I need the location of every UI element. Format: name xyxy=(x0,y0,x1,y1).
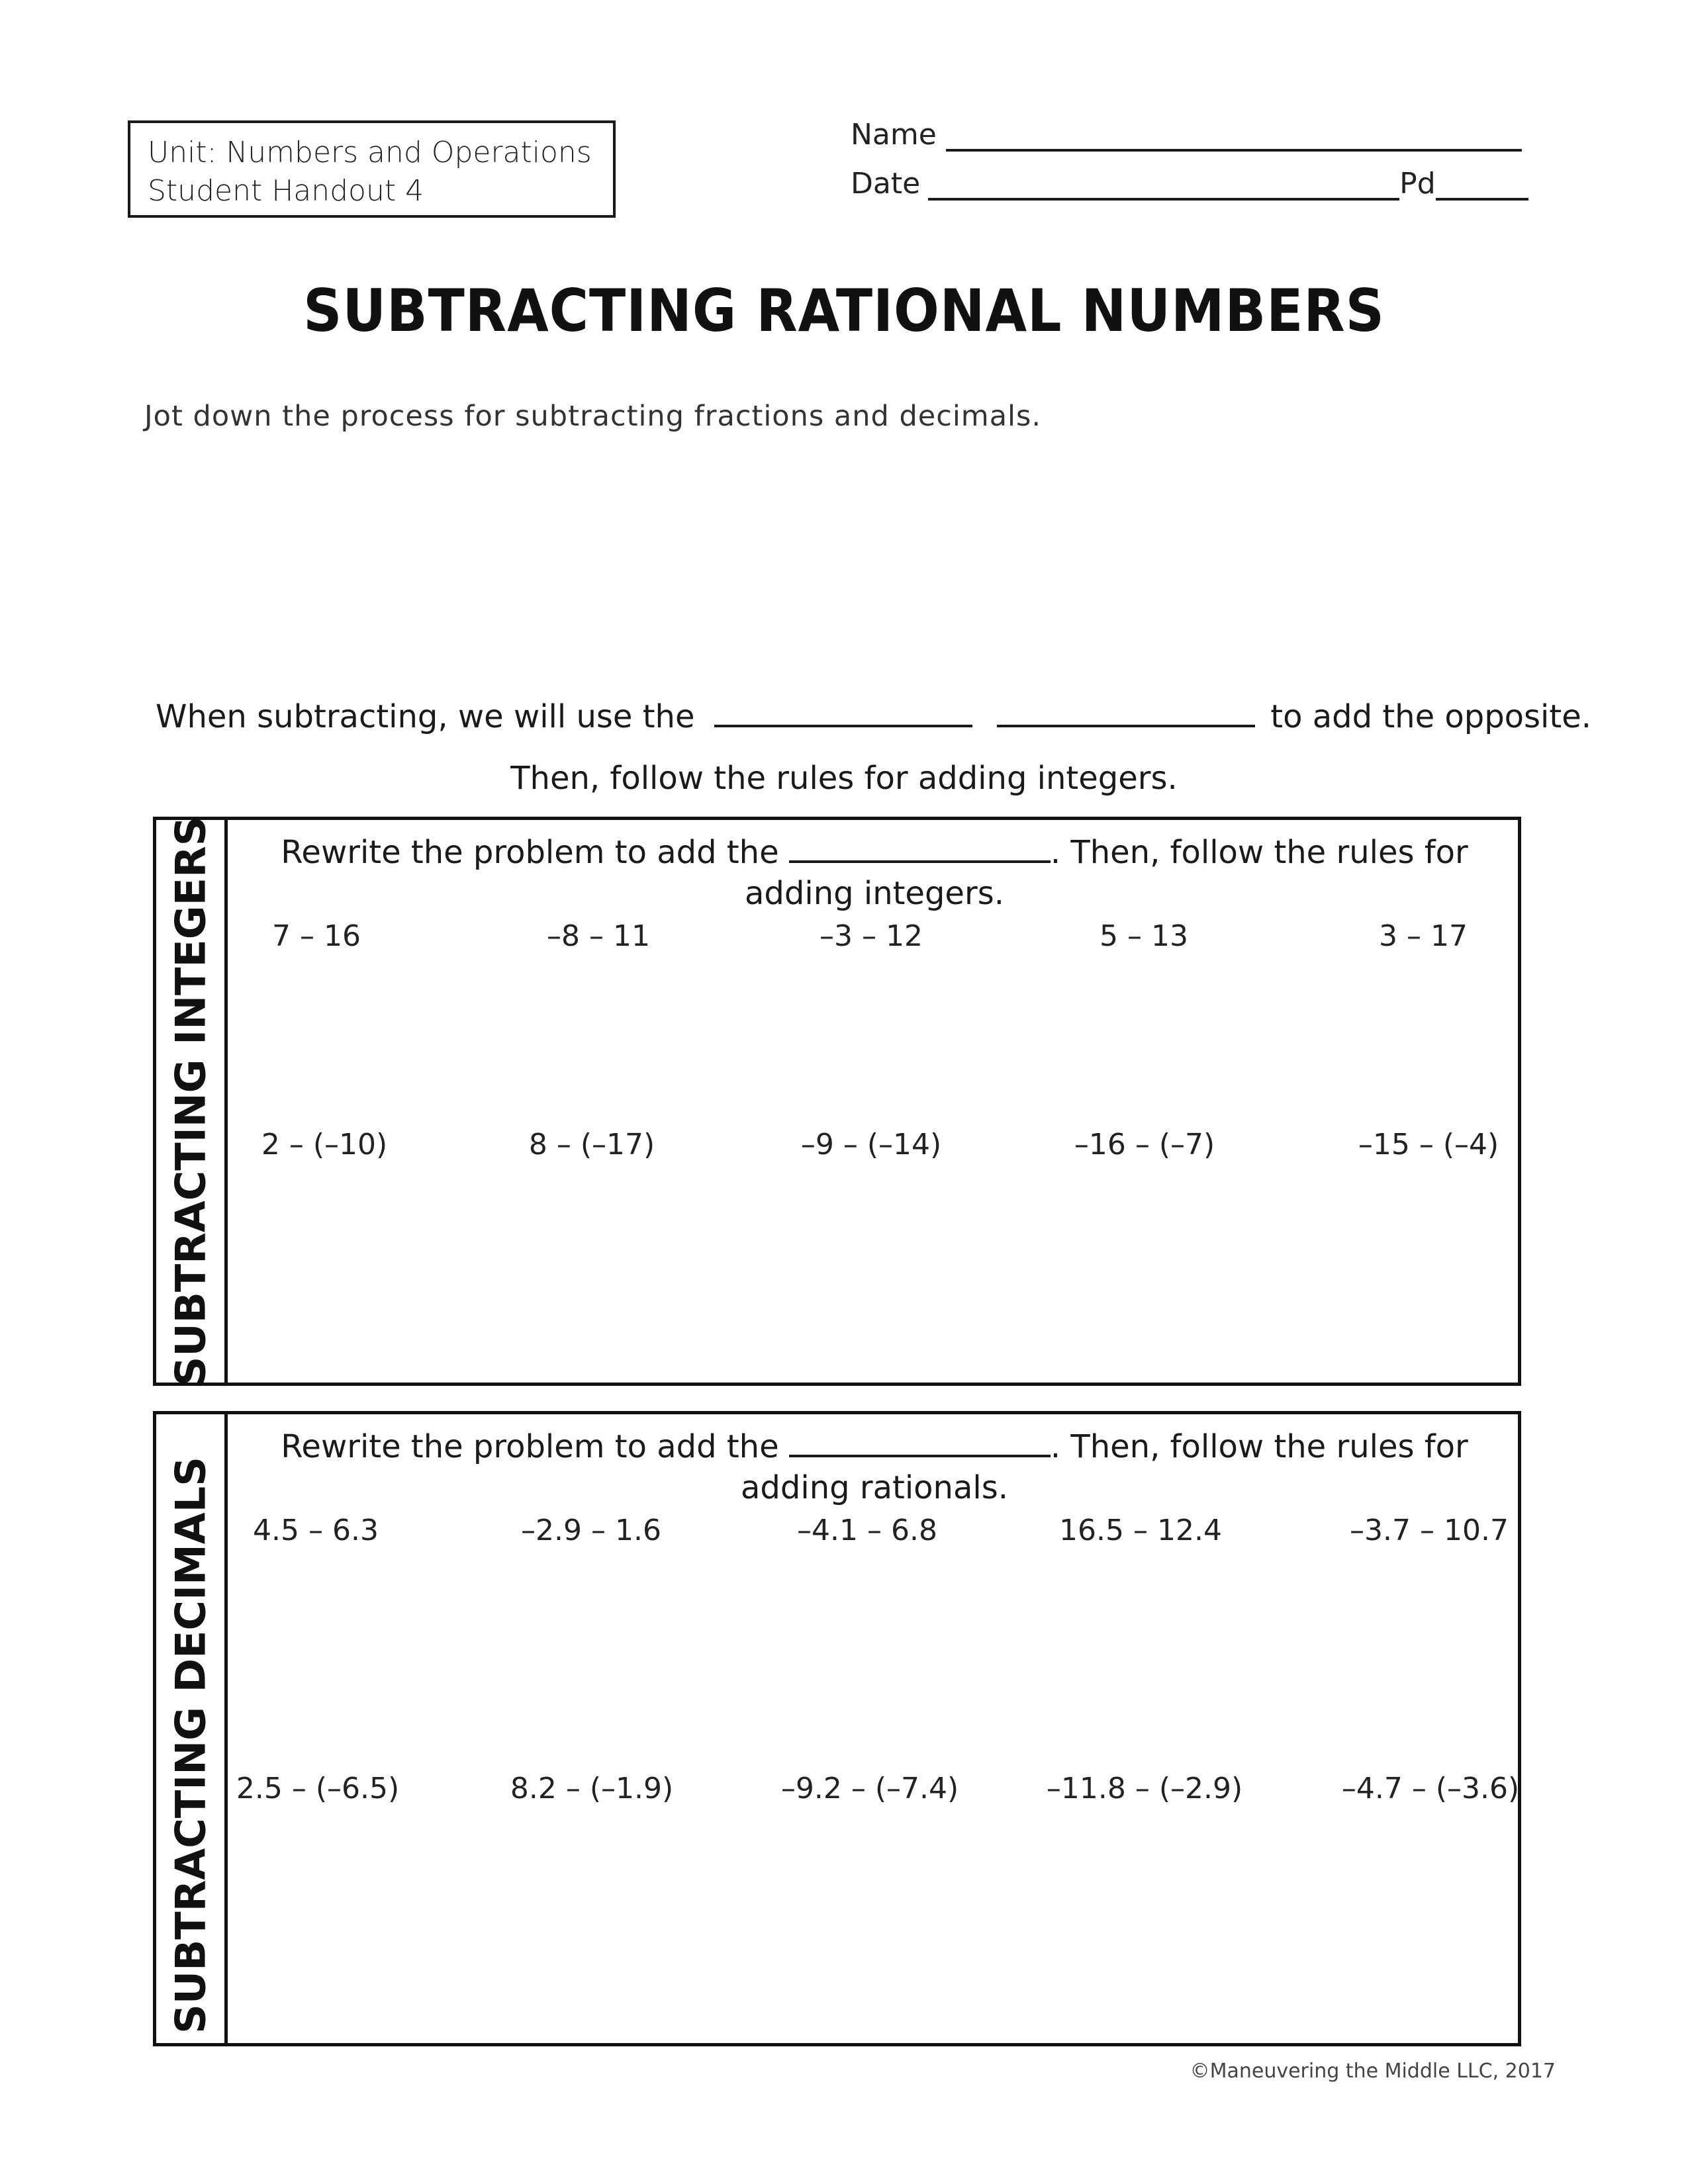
rule-blank-2[interactable] xyxy=(997,701,1255,727)
problem: –9 – (–14) xyxy=(800,1128,942,1161)
problem: 3 – 17 xyxy=(1379,919,1468,953)
integers-instructions xyxy=(228,832,1521,914)
problem: 8.2 – (–1.9) xyxy=(510,1772,674,1805)
decimals-instr-blank[interactable] xyxy=(789,1430,1051,1457)
rule-part2: to add the opposite. xyxy=(1270,698,1591,735)
copyright-footer: ©Maneuvering the Middle LLC, 2017 xyxy=(1190,2060,1556,2083)
problem: 2 – (–10) xyxy=(261,1128,388,1161)
problem: –4.1 – 6.8 xyxy=(797,1514,937,1547)
integers-panel xyxy=(153,817,1521,1386)
problem: –11.8 – (–2.9) xyxy=(1046,1772,1243,1805)
problem: –16 – (–7) xyxy=(1074,1128,1215,1161)
process-prompt: Jot down the process for subtracting fractions and decimals. xyxy=(144,400,1042,433)
decimals-instr-before: Rewrite the problem to add the xyxy=(281,1428,779,1465)
problem: –3 – 12 xyxy=(820,919,923,953)
problem: –2.9 – 1.6 xyxy=(521,1514,661,1547)
decimals-instr-line2: adding rationals. xyxy=(741,1469,1008,1506)
name-blank[interactable] xyxy=(946,122,1522,152)
unit-label: Unit: Numbers and Operations xyxy=(148,136,592,169)
rule-sentence xyxy=(156,698,1591,735)
problem: 4.5 – 6.3 xyxy=(253,1514,379,1547)
problem: –9.2 – (–7.4) xyxy=(780,1772,959,1805)
integers-instr-after: . Then, follow the rules for xyxy=(1050,834,1468,871)
problem: 8 – (–17) xyxy=(528,1128,655,1161)
date-blank[interactable] xyxy=(928,171,1399,201)
integers-instr-blank[interactable] xyxy=(789,835,1051,863)
date-label: Date xyxy=(851,167,921,201)
problem: 2.5 – (–6.5) xyxy=(236,1772,400,1805)
date-field xyxy=(851,167,1528,201)
page-title: SUBTRACTING RATIONAL NUMBERS xyxy=(303,277,1385,345)
problem: –15 – (–4) xyxy=(1358,1128,1499,1161)
decimals-instr-after: . Then, follow the rules for xyxy=(1050,1428,1468,1465)
problem: –3.7 – 10.7 xyxy=(1350,1514,1509,1547)
problem: 16.5 – 12.4 xyxy=(1059,1514,1222,1547)
integers-side-label: SUBTRACTING INTEGERS xyxy=(166,816,215,1387)
rule-line-2: Then, follow the rules for adding integers. xyxy=(510,760,1178,797)
problem: –8 – 11 xyxy=(547,919,650,953)
name-field xyxy=(851,118,1522,152)
decimals-instructions xyxy=(228,1426,1521,1508)
problem: 5 – 13 xyxy=(1100,919,1188,953)
integers-instr-before: Rewrite the problem to add the xyxy=(281,834,779,871)
integers-side-column xyxy=(156,816,228,1387)
rule-blank-1[interactable] xyxy=(714,701,972,727)
problem: 7 – 16 xyxy=(272,919,361,953)
problem: –4.7 – (–3.6) xyxy=(1341,1772,1520,1805)
unit-info-box xyxy=(128,120,616,218)
decimals-panel xyxy=(153,1411,1521,2046)
period-label: Pd xyxy=(1399,167,1436,201)
handout-label: Student Handout 4 xyxy=(148,174,424,208)
decimals-side-label: SUBTRACTING DECIMALS xyxy=(166,1457,215,2034)
period-blank[interactable] xyxy=(1436,171,1528,201)
name-label: Name xyxy=(851,118,937,152)
decimals-side-column xyxy=(156,1414,228,2043)
integers-instr-line2: adding integers. xyxy=(745,875,1004,912)
rule-part1: When subtracting, we will use the xyxy=(156,698,695,735)
